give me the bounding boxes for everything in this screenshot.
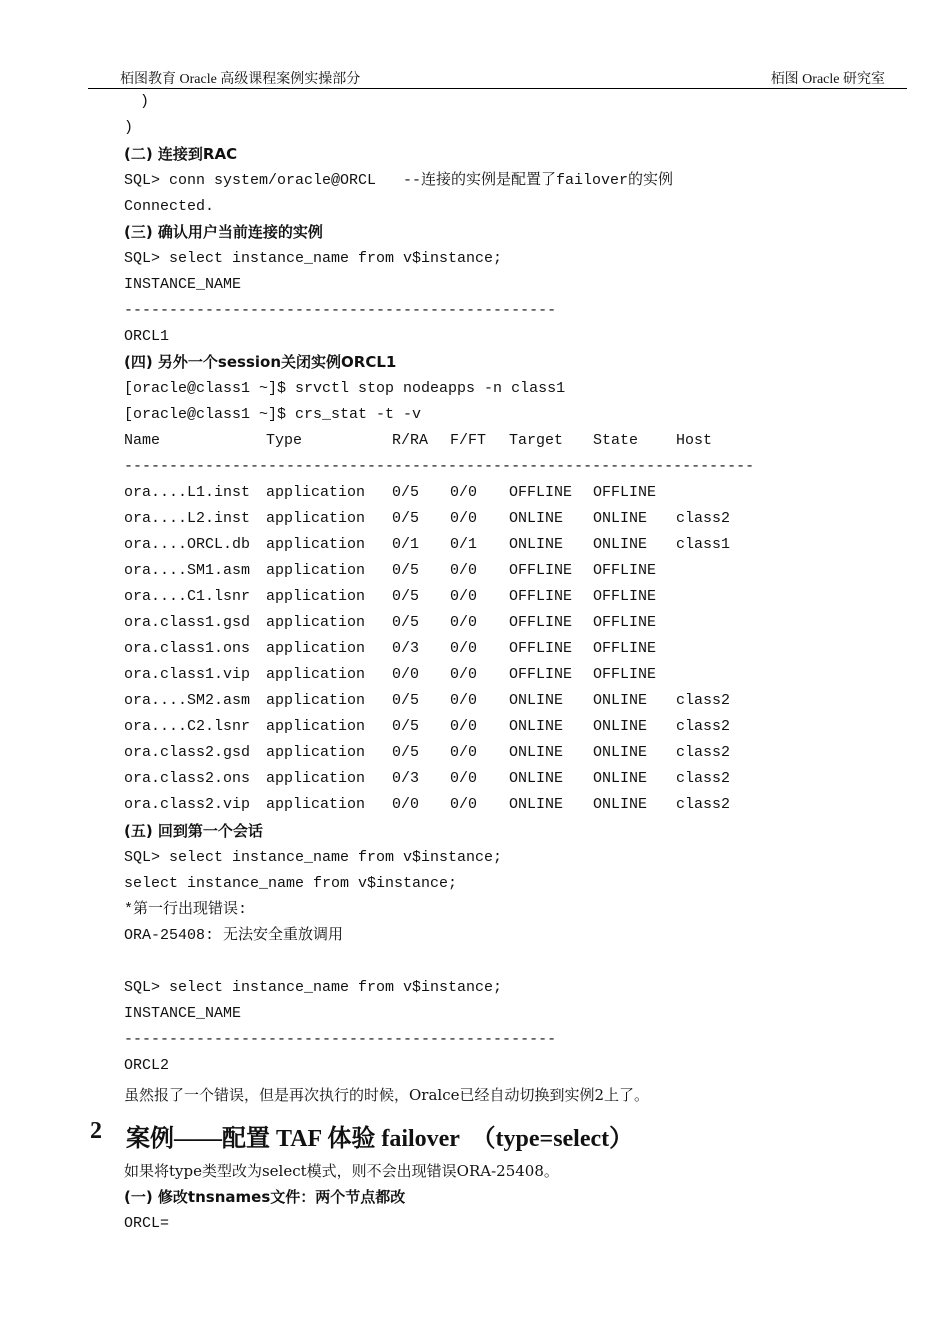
table-cell: 0/5 xyxy=(392,510,420,527)
table-cell: 0/5 xyxy=(392,484,420,501)
table-cell: ONLINE xyxy=(593,744,648,761)
table-cell: ora....C2.lsnr xyxy=(124,718,251,735)
table-cell: 0/0 xyxy=(450,692,478,709)
table-cell: OFFLINE xyxy=(593,484,657,501)
table-cell: ONLINE xyxy=(593,718,648,735)
code-line: INSTANCE_NAME xyxy=(124,276,242,293)
table-cell: application xyxy=(266,718,366,735)
table-cell: 0/0 xyxy=(450,718,478,735)
table-cell: ONLINE xyxy=(509,796,564,813)
table-cell: ONLINE xyxy=(509,744,564,761)
section-number: 2 xyxy=(90,1118,102,1144)
table-cell: ONLINE xyxy=(593,770,648,787)
table-cell: 0/3 xyxy=(392,770,420,787)
table-cell: 0/0 xyxy=(450,614,478,631)
table-cell: 0/0 xyxy=(450,770,478,787)
table-cell: application xyxy=(266,770,366,787)
table-cell: class2 xyxy=(676,770,731,787)
table-cell: ONLINE xyxy=(593,692,648,709)
table-cell: ora.class2.ons xyxy=(124,770,251,787)
column-header: Host xyxy=(676,432,713,449)
table-cell: 0/0 xyxy=(450,588,478,605)
table-cell: application xyxy=(266,692,366,709)
header-right-title: 栢图 Oracle 研究室 xyxy=(770,72,885,87)
table-cell: 0/5 xyxy=(392,692,420,709)
table-cell: 0/0 xyxy=(450,796,478,813)
table-separator: ---------------------------------------------------------------------- xyxy=(124,458,755,475)
table-cell: OFFLINE xyxy=(593,588,657,605)
code-line: Connected. xyxy=(124,198,215,215)
table-cell: OFFLINE xyxy=(593,614,657,631)
table-cell: 0/0 xyxy=(392,796,420,813)
table-cell: class1 xyxy=(676,536,731,553)
table-header-row xyxy=(124,432,713,450)
table-cell: ora.class1.gsd xyxy=(124,614,251,631)
column-header: Target xyxy=(509,432,564,449)
table-cell: ONLINE xyxy=(593,536,648,553)
header-rule xyxy=(88,88,907,89)
table-cell: OFFLINE xyxy=(509,640,573,657)
separator-line: ------------------------------------------------ xyxy=(124,1031,557,1048)
table-cell: ONLINE xyxy=(509,718,564,735)
table-cell: 0/5 xyxy=(392,588,420,605)
table-cell: ONLINE xyxy=(593,510,648,527)
code-line: INSTANCE_NAME xyxy=(124,1005,242,1022)
table-cell: ora....SM2.asm xyxy=(124,692,251,709)
table-cell: OFFLINE xyxy=(509,666,573,683)
table-cell: ora.class2.vip xyxy=(124,796,251,813)
table-cell: OFFLINE xyxy=(509,562,573,579)
table-cell: application xyxy=(266,640,366,657)
body-text: 虽然报了一个错误，但是再次执行的时候，Oralce已经自动切换到实例2上了。 xyxy=(124,1086,650,1104)
section-heading: (五) 回到第一个会话 xyxy=(124,822,263,840)
column-header: State xyxy=(593,432,639,449)
code-line: *第一行出现错误: xyxy=(124,901,248,918)
table-cell: OFFLINE xyxy=(509,484,573,501)
section-heading: (二) 连接到RAC xyxy=(124,145,238,163)
table-cell: ora....L2.inst xyxy=(124,510,251,527)
code-line: ) xyxy=(140,93,150,110)
body-text: 如果将type类型改为select模式，则不会出现错误ORA-25408。 xyxy=(124,1162,559,1180)
section-heading: (四) 另外一个session关闭实例ORCL1 xyxy=(124,353,397,371)
page-header xyxy=(120,68,885,88)
code-line: ) xyxy=(124,119,134,136)
code-line: SQL> select instance_name from v$instance; xyxy=(124,250,503,267)
table-cell: ONLINE xyxy=(509,770,564,787)
header-left-title: 栢图教育 Oracle 高级课程案例实操部分 xyxy=(120,72,361,87)
table-cell: ora.class2.gsd xyxy=(124,744,251,761)
code-line: ORA-25408: 无法安全重放调用 xyxy=(124,927,344,944)
table-cell: application xyxy=(266,744,366,761)
column-header: F/FT xyxy=(450,432,487,449)
table-cell: application xyxy=(266,588,366,605)
table-cell: 0/0 xyxy=(450,744,478,761)
table-cell: 0/0 xyxy=(392,666,420,683)
section-heading: (一) 修改tnsnames文件：两个节点都改 xyxy=(124,1188,406,1206)
table-cell: ora....ORCL.db xyxy=(124,536,251,553)
table-cell: class2 xyxy=(676,744,731,761)
table-cell: 0/1 xyxy=(450,536,478,553)
code-line: [oracle@class1 ~]$ crs_stat -t -v xyxy=(124,406,422,423)
table-cell: OFFLINE xyxy=(593,640,657,657)
code-line: ORCL1 xyxy=(124,328,170,345)
code-line: SQL> conn system/oracle@ORCL --连接的实例是配置了failover的实例 xyxy=(124,172,674,189)
table-cell: ONLINE xyxy=(509,536,564,553)
code-line: ORCL= xyxy=(124,1215,170,1232)
table-cell: OFFLINE xyxy=(593,562,657,579)
table-cell: ora.class1.ons xyxy=(124,640,251,657)
table-cell: ora....L1.inst xyxy=(124,484,251,501)
table-cell: ONLINE xyxy=(593,796,648,813)
table-cell: 0/5 xyxy=(392,614,420,631)
table-cell: 0/0 xyxy=(450,562,478,579)
table-cell: application xyxy=(266,484,366,501)
table-cell: 0/1 xyxy=(392,536,420,553)
table-cell: ora....C1.lsnr xyxy=(124,588,251,605)
table-cell: class2 xyxy=(676,796,731,813)
code-line: ORCL2 xyxy=(124,1057,170,1074)
section-title: 案例——配置 TAF 体验 failover （type=select） xyxy=(126,1126,634,1152)
table-cell: 0/0 xyxy=(450,484,478,501)
table-cell: OFFLINE xyxy=(509,614,573,631)
table-cell: class2 xyxy=(676,718,731,735)
column-header: R/RA xyxy=(392,432,429,449)
table-cell: ora....SM1.asm xyxy=(124,562,251,579)
table-cell: 0/5 xyxy=(392,718,420,735)
code-line: [oracle@class1 ~]$ srvctl stop nodeapps -n class1 xyxy=(124,380,566,397)
column-header: Name xyxy=(124,432,161,449)
table-cell: application xyxy=(266,796,366,813)
table-cell: application xyxy=(266,614,366,631)
table-cell: application xyxy=(266,536,366,553)
table-cell: ora.class1.vip xyxy=(124,666,251,683)
code-line: SQL> select instance_name from v$instance; xyxy=(124,979,503,996)
table-cell: OFFLINE xyxy=(593,666,657,683)
table-cell: application xyxy=(266,562,366,579)
table-cell: 0/3 xyxy=(392,640,420,657)
table-cell: application xyxy=(266,666,366,683)
table-cell: OFFLINE xyxy=(509,588,573,605)
table-cell: 0/0 xyxy=(450,640,478,657)
code-line: SQL> select instance_name from v$instance; xyxy=(124,849,503,866)
table-cell: application xyxy=(266,510,366,527)
table-cell: ONLINE xyxy=(509,510,564,527)
code-line: select instance_name from v$instance; xyxy=(124,875,458,892)
column-header: Type xyxy=(266,432,303,449)
section-heading: (三) 确认用户当前连接的实例 xyxy=(124,223,323,241)
table-cell: class2 xyxy=(676,510,731,527)
table-cell: 0/5 xyxy=(392,744,420,761)
table-cell: class2 xyxy=(676,692,731,709)
separator-line: ------------------------------------------------ xyxy=(124,302,557,319)
table-cell: 0/5 xyxy=(392,562,420,579)
table-cell: ONLINE xyxy=(509,692,564,709)
table-cell: 0/0 xyxy=(450,666,478,683)
table-cell: 0/0 xyxy=(450,510,478,527)
